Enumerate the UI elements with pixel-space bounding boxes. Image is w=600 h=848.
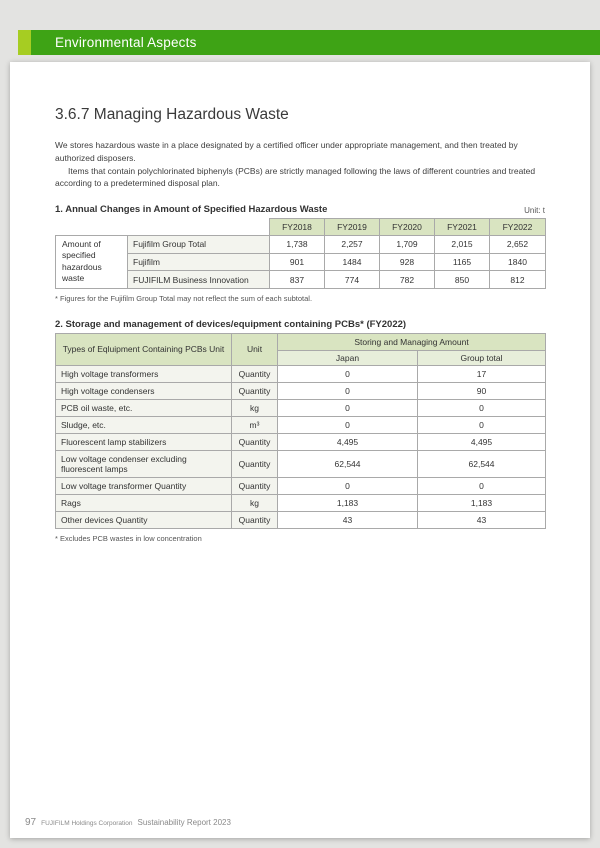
value-cell: 1484 [325, 253, 380, 271]
unit-cell: Quantity [232, 450, 278, 477]
row-label-cell: Sludge, etc. [56, 416, 232, 433]
paragraph-2: Items that contain polychlorinated biphenyls (PCBs) are strictly managed following the laws of different countries and treated according to a predetermined disposal plan. [55, 165, 536, 189]
value-cell: 837 [270, 271, 325, 289]
value-cell: 43 [278, 511, 418, 528]
table1-title-row [55, 204, 545, 215]
value-cell: 43 [418, 511, 546, 528]
page-footer [25, 817, 231, 828]
unit-cell: Quantity [232, 433, 278, 450]
row-label-cell: High voltage transformers [56, 365, 232, 382]
table2-title: 2. Storage and management of devices/equipment containing PCBs* (FY2022) [55, 318, 407, 330]
unit-cell: Quantity [232, 365, 278, 382]
value-cell: 1,183 [418, 494, 546, 511]
unit-cell: kg [232, 399, 278, 416]
table-row [56, 399, 546, 416]
paragraph-1: We stores hazardous waste in a place designated by a certified officer under appropriate management, and then treated by authorized disposers. [55, 140, 518, 163]
value-cell: 928 [380, 253, 435, 271]
column-header-group-total: Group total [418, 350, 546, 365]
value-cell: 2,257 [325, 236, 380, 254]
row-label-cell: Fujifilm [128, 253, 270, 271]
unit-cell: Quantity [232, 382, 278, 399]
value-cell: 0 [278, 399, 418, 416]
pcb-storage-table [55, 333, 546, 529]
value-cell: 90 [418, 382, 546, 399]
unit-cell: Quantity [232, 511, 278, 528]
table1-corner-cell [56, 219, 270, 236]
column-header-unit: Unit [232, 333, 278, 365]
value-cell: 0 [418, 399, 546, 416]
table-row [56, 416, 546, 433]
column-header-amount: Storing and Managing Amount [278, 333, 546, 350]
value-cell: 901 [270, 253, 325, 271]
report-page [10, 62, 590, 838]
value-cell: 0 [418, 416, 546, 433]
chapter-header-bar [18, 30, 600, 55]
value-cell: 62,544 [418, 450, 546, 477]
table1-header-row [56, 219, 546, 236]
row-label-cell: FUJIFILM Business Innovation [128, 271, 270, 289]
unit-cell: kg [232, 494, 278, 511]
value-cell: 1165 [435, 253, 490, 271]
value-cell: 0 [278, 382, 418, 399]
table1-group-label: Amount of specified hazardous waste [56, 236, 128, 289]
column-header-japan: Japan [278, 350, 418, 365]
value-cell: 1840 [490, 253, 546, 271]
value-cell: 782 [380, 271, 435, 289]
column-header-types: Types of Eqluipment Containing PCBs Unit [56, 333, 232, 365]
value-cell: 2,652 [490, 236, 546, 254]
row-label-cell: Fujifilm Group Total [128, 236, 270, 254]
table-row [56, 511, 546, 528]
unit-cell: Quantity [232, 477, 278, 494]
table2-footnote: * Excludes PCB wastes in low concentration [55, 533, 202, 543]
table1-footnote: * Figures for the Fujifilm Group Total may not reflect the sum of each subtotal. [55, 293, 313, 303]
row-label-cell: Low voltage transformer Quantity [56, 477, 232, 494]
value-cell: 1,709 [380, 236, 435, 254]
page-number: 97 [25, 817, 37, 828]
column-header: FY2019 [325, 219, 380, 236]
page-content [10, 62, 590, 543]
column-header: FY2022 [490, 219, 546, 236]
value-cell: 774 [325, 271, 380, 289]
column-header: FY2020 [380, 219, 435, 236]
value-cell: 0 [278, 365, 418, 382]
value-cell: 0 [278, 477, 418, 494]
value-cell: 0 [418, 477, 546, 494]
table-row [56, 253, 546, 271]
row-label-cell: Low voltage condenser excluding fluorescent lamps [56, 450, 232, 477]
table-row [56, 382, 546, 399]
table-row [56, 271, 546, 289]
table1-unit-label: Unit: t [524, 206, 545, 215]
value-cell: 2,015 [435, 236, 490, 254]
value-cell: 4,495 [278, 433, 418, 450]
table2-title-row [55, 319, 545, 330]
table-row [56, 236, 546, 254]
value-cell: 1,738 [270, 236, 325, 254]
row-label-cell: PCB oil waste, etc. [56, 399, 232, 416]
footer-report-title: Sustainability Report 2023 [137, 818, 231, 827]
table-row [56, 450, 546, 477]
value-cell: 0 [278, 416, 418, 433]
row-label-cell: Rags [56, 494, 232, 511]
header-accent-block [18, 30, 31, 55]
table-row [56, 494, 546, 511]
hazardous-waste-table [55, 218, 546, 289]
table2-header-row [56, 333, 546, 350]
row-label-cell: Other devices Quantity [56, 511, 232, 528]
value-cell: 62,544 [278, 450, 418, 477]
column-header: FY2018 [270, 219, 325, 236]
value-cell: 17 [418, 365, 546, 382]
section-title: 3.6.7 Managing Hazardous Waste [55, 106, 289, 123]
column-header: FY2021 [435, 219, 490, 236]
table1-title: 1. Annual Changes in Amount of Specified Hazardous Waste [55, 204, 328, 215]
value-cell: 850 [435, 271, 490, 289]
value-cell: 1,183 [278, 494, 418, 511]
footer-company-name: FUJIFILM Holdings Corporation [41, 820, 133, 827]
chapter-title: Environmental Aspects [55, 35, 197, 50]
value-cell: 4,495 [418, 433, 546, 450]
table-row [56, 477, 546, 494]
table-row [56, 433, 546, 450]
row-label-cell: Fluorescent lamp stabilizers [56, 433, 232, 450]
row-label-cell: High voltage condensers [56, 382, 232, 399]
table-row [56, 365, 546, 382]
unit-cell: m³ [232, 416, 278, 433]
value-cell: 812 [490, 271, 546, 289]
